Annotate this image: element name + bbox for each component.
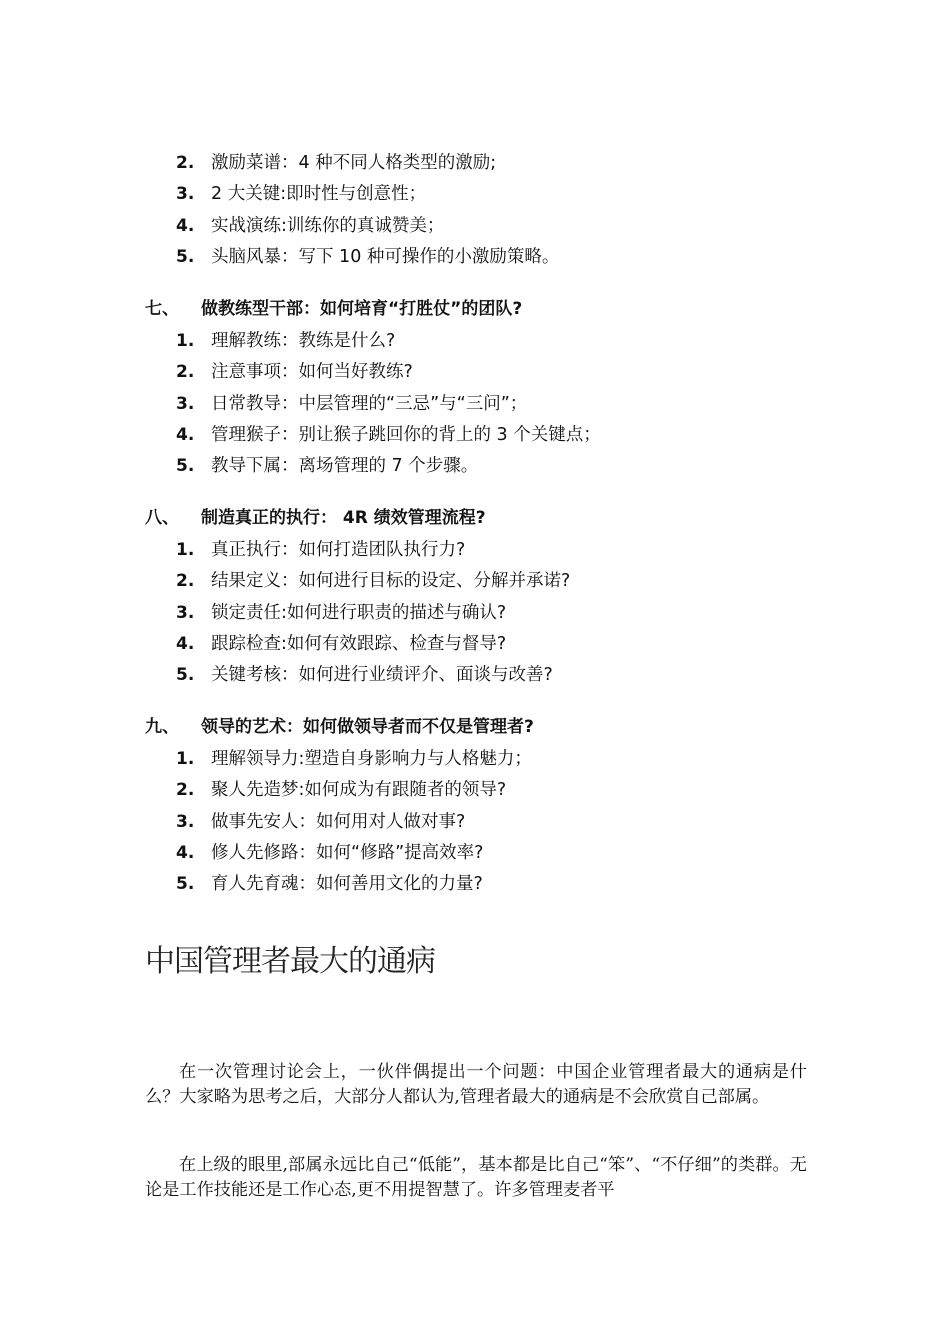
item-text: 育人先育魂：如何善用文化的力量? [211,874,483,895]
list-item [0,838,950,869]
list-item [0,869,950,900]
item-text: 管理猴子：别让猴子跳回你的背上的 3 个关键点； [211,424,601,445]
item-text: 实战演练:训练你的真诚赞美； [211,215,445,236]
item-number: 2. [176,153,195,173]
item-text: 关键考核：如何进行业绩评介、面谈与改善? [211,665,553,686]
list-item [0,179,950,210]
item-text: 教导下属：离场管理的 7 个步骤。 [211,456,479,477]
section7-heading [0,294,950,324]
item-text: 修人先修路：如何“修路”提高效率? [211,842,484,863]
list-item [0,660,950,691]
list-item [0,451,950,482]
section7-list [0,326,950,482]
section-number: 八、 [145,508,179,528]
item-number: 2. [176,362,195,383]
list-item [0,629,950,660]
list-item [0,242,950,273]
article-title: 中国管理者最大的通病 [145,944,435,979]
article-paragraph: 在一次管理讨论会上，一伙伴偶提出一个问题：中国企业管理者最大的通病是什么？大家略为思考之后，大部分人都认为,管理者最大的通病是不会欣赏自己部属。 [145,1062,807,1107]
section9-heading [0,712,950,742]
list-item [0,148,950,179]
section-title: 做教练型干部：如何培育“打胜仗”的团队? [201,299,523,319]
item-text: 头脑风暴：写下 10 种可操作的小激励策略。 [211,246,560,267]
item-number: 4. [176,424,195,445]
item-number: 4. [176,633,195,654]
item-text: 真正执行：如何打造团队执行力? [211,540,466,560]
item-number: 1. [176,540,195,560]
section9-list [0,744,950,900]
section-number: 九、 [145,717,179,737]
item-number: 5. [176,665,195,686]
item-number: 4. [176,215,195,236]
item-number: 5. [176,456,195,477]
list-item [0,744,950,775]
item-number: 4. [176,842,195,863]
item-number: 3. [176,811,195,832]
item-text: 跟踪检查:如何有效跟踪、检查与督导? [211,633,507,654]
item-text: 结果定义：如何进行目标的设定、分解并承诺? [211,571,571,592]
item-text: 聚人先造梦:如何成为有跟随者的领导? [211,780,507,801]
item-text: 注意事项：如何当好教练? [211,362,413,383]
section6-list [0,148,950,273]
item-text: 日常教导：中层管理的“三忌”与“三问”； [211,393,528,414]
item-number: 3. [176,184,195,205]
item-text: 激励菜谱：4 种不同人格类型的激励; [211,153,497,173]
item-number: 3. [176,602,195,623]
item-text: 理解教练：教练是什么? [211,331,396,351]
list-item [0,535,950,566]
item-number: 1. [176,749,195,769]
section-title: 制造真正的执行： 4R 绩效管理流程? [201,508,486,528]
article-paragraph: 在上级的眼里,部属永远比自己“低能”，基本都是比自己“笨”、“不仔细”的类群。无论是工作技能还是工作心态,更不用提智慧了。许多管理麦者平 [145,1155,807,1200]
item-number: 2. [176,571,195,592]
list-item [0,211,950,242]
list-item [0,420,950,451]
list-item [0,357,950,388]
item-text: 理解领导力:塑造自身影响力与人格魅力； [211,749,532,769]
item-number: 1. [176,331,195,351]
item-number: 2. [176,780,195,801]
item-text: 锁定责任:如何进行职责的描述与确认? [211,602,507,623]
section8-heading [0,503,950,533]
section8-list [0,535,950,691]
item-text: 做事先安人：如何用对人做对事? [211,811,466,832]
item-number: 3. [176,393,195,414]
list-item [0,598,950,629]
list-item [0,389,950,420]
item-number: 5. [176,874,195,895]
section-title: 领导的艺术：如何做领导者而不仅是管理者? [201,717,534,737]
list-item [0,566,950,597]
list-item [0,807,950,838]
list-item [0,326,950,357]
item-text: 2 大关键:即时性与创意性； [211,184,427,205]
section-number: 七、 [145,299,179,319]
list-item [0,775,950,806]
item-number: 5. [176,246,195,267]
